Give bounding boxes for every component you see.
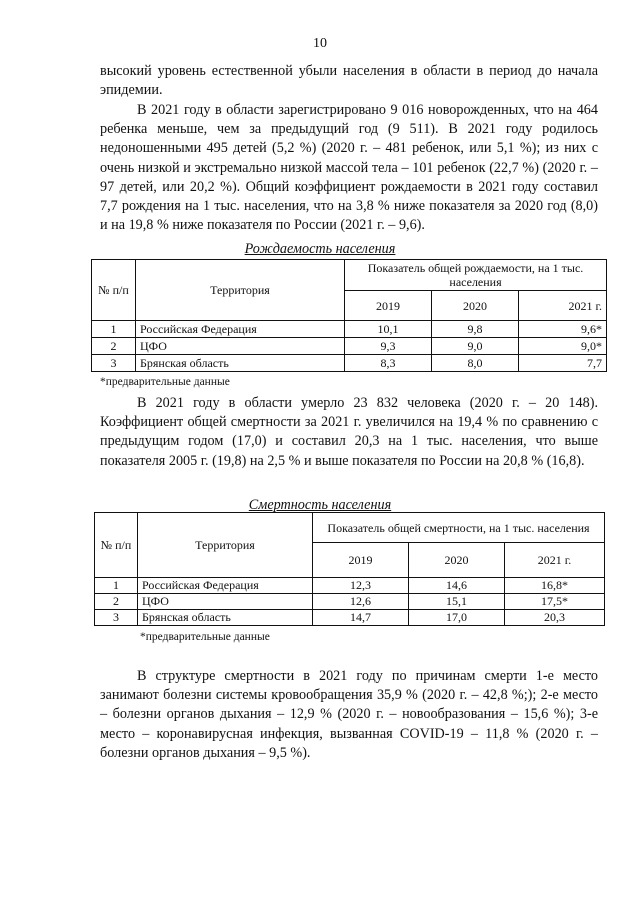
paragraph-deaths: В 2021 году в области умерло 23 832 человека (2020 г. – 20 148). Коэффициент общей смертности за 2021 г. увеличился на 19,4 % по сравнению с предыдущим годом (17,0) и составил 20,3 на 1 тыс. населения, что выше показателя 2005 г. (19,8) на 2,5 % и выше показателя по России на 20,8 % (16,8). (100, 395, 598, 469)
row-territory: Брянская область (136, 355, 345, 372)
row-num: 3 (95, 610, 138, 626)
table-row (92, 338, 607, 355)
value-cell: 15,1 (409, 594, 505, 610)
value-cell: 17,0 (409, 610, 505, 626)
value-cell: 9,0 (432, 338, 519, 355)
value-cell: 10,1 (345, 321, 432, 338)
header-year: 2019 (345, 291, 432, 321)
header-year: 2020 (409, 543, 505, 578)
value-cell: 14,7 (313, 610, 409, 626)
value-cell: 8,3 (345, 355, 432, 372)
death-rate-table (94, 512, 605, 626)
death-table-caption-text: Смертность населения (248, 497, 392, 513)
header-indicator: Показатель общей рождаемости, на 1 тыс. населения (345, 260, 607, 291)
table-row (92, 355, 607, 372)
row-territory: ЦФО (138, 594, 313, 610)
value-cell: 20,3 (505, 610, 605, 626)
value-cell: 9,6* (519, 321, 607, 338)
paragraph-mortality-structure: В структуре смертности в 2021 году по причинам смерти 1-е место занимают болезни системы кровообращения 35,9 % (2020 г. – 42,8 %;); 2-е место – болезни органов дыхания – 12,9 % (2020 г. – новообразования – 15,6 %); 3-е место – коронавирусная инфекция, вызванная COVID-19 – 11,8 % (2020 г. – болезни органов дыхания – 9,5 %). (100, 668, 598, 761)
header-indicator: Показатель общей смертности, на 1 тыс. населения (313, 513, 605, 543)
value-cell: 9,8 (432, 321, 519, 338)
birth-rate-table (91, 259, 607, 372)
value-cell: 14,6 (409, 578, 505, 594)
row-num: 2 (92, 338, 136, 355)
value-cell: 16,8* (505, 578, 605, 594)
row-territory: Брянская область (138, 610, 313, 626)
page-number: 10 (313, 36, 327, 51)
row-num: 1 (92, 321, 136, 338)
header-num: № п/п (92, 260, 136, 321)
value-cell: 7,7 (519, 355, 607, 372)
birth-table-caption-text: Рождаемость населения (244, 241, 396, 257)
row-num: 1 (95, 578, 138, 594)
paragraph-continuation: высокий уровень естественной убыли населения в области в период до начала эпидемии. (100, 63, 598, 99)
row-territory: Российская Федерация (138, 578, 313, 594)
value-cell: 9,3 (345, 338, 432, 355)
header-num: № п/п (95, 513, 138, 578)
birth-table-note: *предварительные данные (100, 376, 230, 388)
header-year: 2020 (432, 291, 519, 321)
value-cell: 9,0* (519, 338, 607, 355)
value-cell: 17,5* (505, 594, 605, 610)
table-row (95, 578, 605, 594)
paragraph-births: В 2021 году в области зарегистрировано 9 016 новорожденных, что на 464 ребенка меньше, чем за предыдущий год (9 511). В 2021 году родилось недоношенными 495 детей (5,2 %) (2020 г. – 481 ребенок, или 5,1 %); из них с очень низкой и экстремально низкой массой тела – 101 ребенок (22,7 %) (2020 г. – 97 детей, или 20,2 %). Общий коэффициент рождаемости в 2021 году составил 7,7 рождения на 1 тыс. населения, что на 3,8 % ниже показателя за 2020 год (8,0) и на 19,8 % ниже показателя по России (2021 г. – 9,6). (100, 102, 598, 234)
row-num: 3 (92, 355, 136, 372)
value-cell: 12,3 (313, 578, 409, 594)
table-row (92, 321, 607, 338)
table-row (95, 610, 605, 626)
header-year: 2019 (313, 543, 409, 578)
header-year: 2021 г. (505, 543, 605, 578)
row-num: 2 (95, 594, 138, 610)
header-territory: Территория (136, 260, 345, 321)
header-year: 2021 г. (519, 291, 607, 321)
header-territory: Территория (138, 513, 313, 578)
birth-table-caption (0, 240, 640, 258)
death-table-note: *предварительные данные (140, 631, 270, 643)
row-territory: Российская Федерация (136, 321, 345, 338)
value-cell: 8,0 (432, 355, 519, 372)
row-territory: ЦФО (136, 338, 345, 355)
table-row (95, 594, 605, 610)
value-cell: 12,6 (313, 594, 409, 610)
